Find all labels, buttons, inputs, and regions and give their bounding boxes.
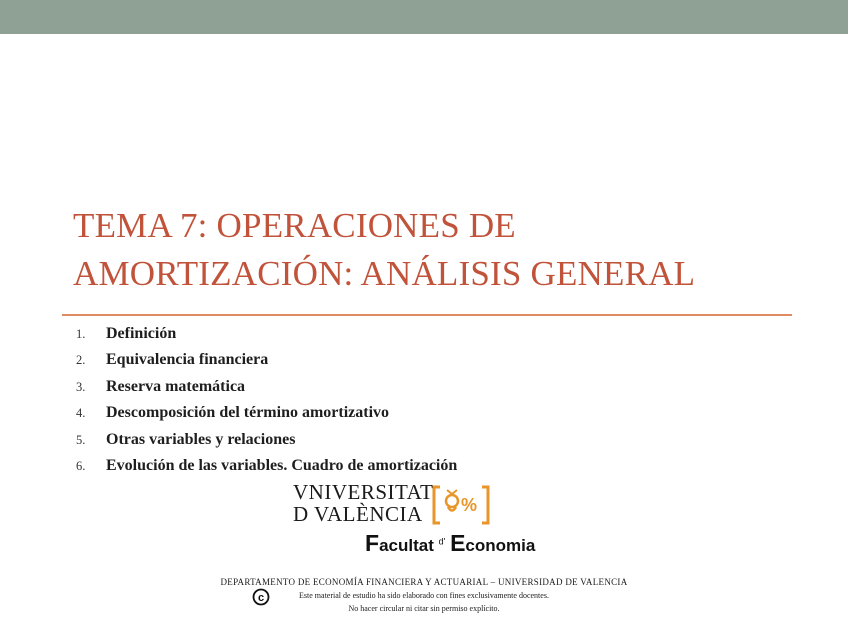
university-logo	[293, 481, 503, 529]
toc-text: Descomposición del término amortizativo	[106, 404, 390, 422]
toc-item	[76, 378, 457, 404]
usage-note-1: Este material de estudio ha sido elaborado con fines exclusivamente docentes.	[299, 591, 549, 600]
toc-text: Evolución de las variables. Cuadro de amortización	[106, 456, 458, 474]
toc-text: Otras variables y relaciones	[106, 430, 296, 448]
faculty-logo: Facultat $^{d'}$ Economia	[365, 530, 536, 556]
university-emblem-icon	[430, 484, 492, 526]
toc-item	[76, 351, 457, 377]
title-line-2: AMORTIZACIÓN: ANÁLISIS GENERAL	[73, 254, 696, 293]
top-banner	[0, 0, 848, 34]
toc-item	[76, 404, 457, 430]
slide-title	[73, 202, 813, 298]
toc-number: 3.	[76, 379, 86, 394]
toc-item	[76, 431, 457, 457]
title-divider	[62, 314, 792, 316]
percent-glyph: %	[461, 495, 478, 515]
usage-note-2: No hacer circular ni citar sin permiso explícito.	[348, 604, 500, 613]
toc-item	[76, 325, 457, 351]
toc-number: 4.	[76, 406, 86, 421]
toc-text: Definición	[106, 325, 177, 342]
toc-text: Reserva matemática	[106, 377, 246, 395]
slide-footer	[0, 576, 848, 615]
toc-number: 5.	[76, 432, 86, 447]
svg-text:c: c	[257, 592, 265, 604]
toc-number: 6.	[76, 458, 86, 473]
table-of-contents	[76, 325, 457, 483]
toc-number: 1.	[76, 327, 86, 341]
title-line-1: TEMA 7: OPERACIONES DE	[73, 206, 516, 245]
university-name-line-1: VNIVERSITAT	[293, 480, 434, 504]
university-name-line-2: D VALÈNCIA	[293, 502, 423, 526]
toc-text: Equivalencia financiera	[106, 351, 269, 369]
department-name: DEPARTAMENTO DE ECONOMÍA FINANCIERA Y ACTUARIAL – UNIVERSIDAD DE VALENCIA	[220, 577, 628, 587]
toc-number: 2.	[76, 353, 86, 368]
